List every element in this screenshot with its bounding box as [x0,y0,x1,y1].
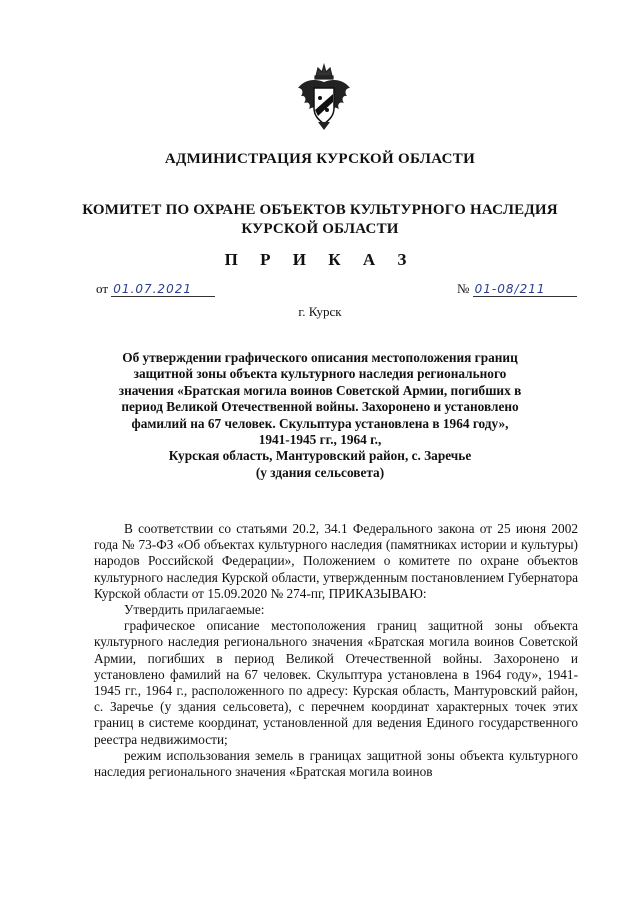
number-value: 01-08/211 [473,282,577,297]
committee-line-2: КУРСКОЙ ОБЛАСТИ [241,221,399,237]
organization-name: АДМИНИСТРАЦИЯ КУРСКОЙ ОБЛАСТИ [164,151,476,167]
title-line: значения «Братская могила воинов Советской Армии, погибших в [118,382,522,398]
order-title [0,350,640,481]
title-line: фамилий на 67 человек. Скульптура установлена в 1964 году», [131,415,509,431]
body-paragraph: В соответствии со статьями 20.2, 34.1 Федерального закона от 25 июня 2002 года № 73-ФЗ «Об объектах культурного наследия (памятниках истории и культуры) народов Российской Федерации», Положением о комитете по охране объектов культурного наследия Курской области, утвержденным постановлением Губернатора Курской области от 15.09.2020 № 274-пг, ПРИКАЗЫВАЮ: [94,521,578,601]
order-body [94,521,578,780]
order-number [457,281,577,297]
committee-line-1: КОМИТЕТ ПО ОХРАНЕ ОБЪЕКТОВ КУЛЬТУРНОГО НАСЛЕДИЯ [82,202,558,218]
coat-of-arms-icon [296,62,352,132]
date-value: 01.07.2021 [111,282,215,297]
date-prefix: от [96,281,109,296]
document-type: П Р И К А З [224,250,416,269]
number-prefix: № [457,281,470,296]
title-line: (у здания сельсовета) [255,464,385,480]
body-paragraph: Утвердить прилагаемые: [124,602,265,618]
title-line: период Великой Отечественной войны. Захоронено и установлено [121,399,519,415]
body-paragraph: графическое описание местоположения границ защитной зоны объекта культурного наследия регионального значения «Братская могила воинов Советской Армии, погибших в период Великой Отечественной войны. Захоронено и установлено фамилий на 67 человек. Скульптура установлена в 1964 году», 1941-1945 гг., 1964 г., расположенного по адресу: Курская область, Мантуровский район, с. Заречье (у здания сельсовета), с перечнем координат характерных точек этих границ в системе координат, установленной для ведения Единого государственного реестра недвижимости; [94,618,578,747]
order-date [96,281,215,297]
body-paragraph: режим использования земель в границах защитной зоны объекта культурного наследия регионального значения «Братская могила воинов [94,747,578,780]
title-line: Курская область, Мантуровский район, с. Заречье [168,448,472,464]
title-line: Об утверждении графического описания местоположения границ [122,350,518,365]
committee-name [0,201,640,239]
title-line: 1941-1945 гг., 1964 г., [258,432,382,448]
title-line: защитной зоны объекта культурного наследия регионального [133,366,507,382]
city: г. Курск [298,304,342,319]
